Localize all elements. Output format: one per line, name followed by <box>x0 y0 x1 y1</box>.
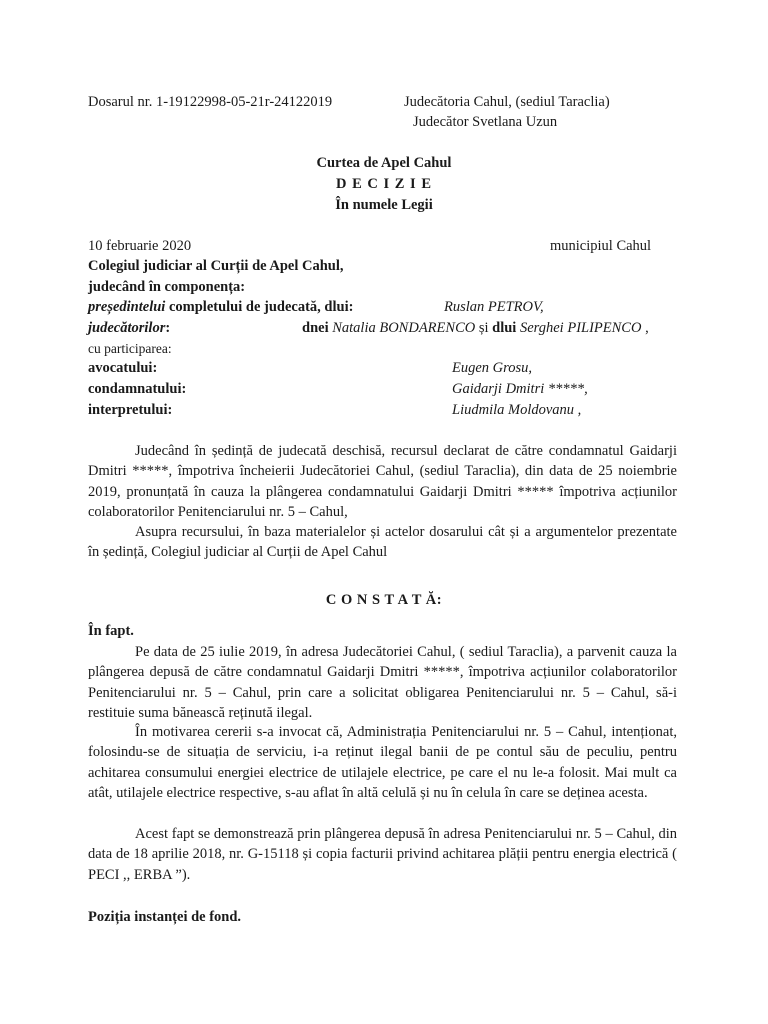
judges-label <box>88 318 170 338</box>
judges-end: , <box>641 320 649 336</box>
intro-paragraph-2: Asupra recursului, în baza materialelor și actelor dosarului cât și a argumentelor prezentate în ședință, Colegiul judiciar al Curții de Apel Cahul <box>88 524 677 561</box>
college-line: Colegiul judiciar al Curții de Apel Cahul, <box>88 258 344 274</box>
convict-name: Gaidarji Dmitri *****, <box>452 381 588 397</box>
judges-dlui: dlui <box>492 320 520 336</box>
participation-line: cu participarea: <box>88 341 172 356</box>
facts-paragraph-1: Pe data de 25 iulie 2019, în adresa Judecătoriei Cahul, ( sediul Taraclia), a parvenit cauza la plângerea depusă de către condamnatul Gaidarji Dmitri *****, împotriva acțiunilor colaboratorilor Penitenciarului nr. 5 – Cahul, prin care a solicitat obligarea Penitenciarului nr. 5 – Cahul, să-i restituie suma bănească reținută ilegal. <box>88 644 677 721</box>
court-name: Curtea de Apel Cahul <box>316 155 452 171</box>
court-origin: Judecătoria Cahul, (sediul Taraclia) <box>404 94 610 110</box>
lawyer-label: avocatului: <box>88 360 158 376</box>
decision-date: 10 februarie 2020 <box>88 238 192 254</box>
decision-place: municipiul Cahul <box>550 238 652 254</box>
interpreter-name: Liudmila Moldovanu , <box>452 402 582 418</box>
judge-origin: Judecător Svetlana Uzun <box>413 114 558 130</box>
judge-1-name: Natalia BONDARENCO <box>332 320 476 336</box>
constata-heading: C O N S T A T Ă: <box>325 592 443 608</box>
composition-line: judecând în componența: <box>88 279 246 295</box>
intro-paragraph-1: Judecând în ședință de judecată deschisă, recursul declarat de către condamnatul Gaidarji Dmitri *****, împotriva încheierii Judecătoriei Cahul, (sediul Taraclia), din data de 25 noiembrie 2019, pronunțată în cauza la plângerea condamnatului Gaidarji Dmitri ***** împotriva acțiunilor colaboratorilor Penitenciarului nr. 5 – Cahul, <box>88 443 677 520</box>
judges-label-colon: : <box>165 320 171 336</box>
president-label <box>88 297 353 317</box>
facts-paragraph-2: În motivarea cererii s-a invocat că, Administrația Penitenciarului nr. 5 – Cahul, intenționat, folosindu-se de situația de serviciu, i-a reținut ilegal banii de pe contul său de peculiu, pentru achitarea consumului energiei electrice de utilajele electrice, pe care el nu le-a folosit. Mai mult ca atât, utilajele electrice respective, s-au aflat în altă celulă și nu în celula în care se deținea acesta. <box>88 724 677 801</box>
facts-paragraph-3: Acest fapt se demonstrează prin plângerea depusă în adresa Penitenciarului nr. 5 – Cahul, din data de 18 aprilie 2018, nr. G-15118 și copia facturii privind achitarea plății pentru energia electrică ( PECI ,, ERBA ”). <box>88 826 677 883</box>
judges-dnei: dnei <box>302 320 333 336</box>
president-label-italic: președintelui <box>88 299 166 315</box>
facts-heading: În fapt. <box>88 623 134 639</box>
decision-title: D E C I Z I E <box>336 176 432 192</box>
judges-names <box>302 318 649 338</box>
fond-heading: Poziția instanței de fond. <box>88 909 242 925</box>
lawyer-name: Eugen Grosu, <box>452 360 533 376</box>
judges-label-italic: judecătorilor <box>88 320 166 336</box>
president-label-rest: completului de judecată, dlui: <box>165 299 354 315</box>
president-name: Ruslan PETROV, <box>444 299 544 315</box>
convict-label: condamnatului: <box>88 381 187 397</box>
case-number: Dosarul nr. 1-19122998-05-21r-24122019 <box>88 94 333 110</box>
judges-and: și <box>475 320 493 336</box>
in-name-of-law: În numele Legii <box>335 197 433 213</box>
judge-2-name: Serghei PILIPENCO <box>519 320 642 336</box>
interpreter-label: interpretului: <box>88 402 173 418</box>
